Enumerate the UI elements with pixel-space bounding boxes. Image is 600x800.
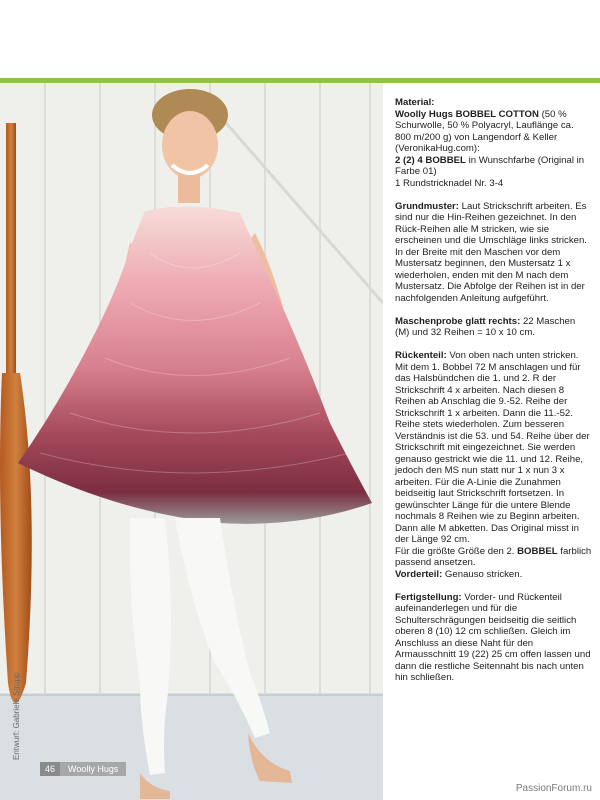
page-folio bbox=[40, 762, 126, 776]
photo-woman-in-knitted-tunic bbox=[0, 83, 383, 800]
photo-illustration bbox=[0, 83, 383, 800]
rueckenteil-extra-rest: farblich passend ansetzen. bbox=[395, 545, 592, 568]
material-quantity bbox=[395, 155, 592, 178]
grundmuster-heading: Grundmuster: bbox=[395, 200, 459, 212]
grundmuster-section bbox=[395, 201, 592, 305]
designer-credit: Entwurf: Gabriele Strupp bbox=[12, 672, 21, 760]
fertigstellung-text: Vorder- und Rückenteil aufeinanderlegen und für die Schulterschrägungen beidseitig die seitlich oberen 8 (10) 12 cm schließen. Gleich im Anschluss an diese Naht für den Armausschnitt 19 (22) 25 cm offen lassen und dann die restliche Seitennaht bis nach unten hin schließen. bbox=[395, 591, 591, 683]
rueckenteil-text: Von oben nach unten stricken. Mit dem 1. Bobbel 72 M anschlagen und für das Halsbündchen die 1. und 2. R der Strickschrift 4 x arbeiten. Nach diesen 8 Reihen ab Anschlag die 9.-52. Reihe der Strickschrift 1 x arbeiten. Dann die 11.-52. Reihe stets wiederholen. Zum besseren Verständnis ist die 53. und 54. Reihe über der Strickschrift mit eingezeichnet. Sie werden genauso gestrickt wie die 11. und 12. Reihe, jedoch den MS nun statt nur 1 x nun 3 x arbeiten. Für die A-Linie die Zunahmen beidseitig laut Strickschrift fortsetzen. In gewünschter Länge für die untere Blende nochmals 8 Reihen wie zu Beginn arbeiten. Dann alle M abketten. Das Original misst in der Länge 92 cm. bbox=[395, 350, 590, 545]
material-heading: Material: bbox=[395, 97, 435, 108]
material-needle: 1 Rundstricknadel Nr. 3-4 bbox=[395, 177, 504, 189]
rueckenteil-extra bbox=[395, 546, 592, 569]
magazine-name: Woolly Hugs bbox=[60, 762, 126, 776]
rueckenteil-heading: Rückenteil: bbox=[395, 350, 447, 361]
rueckenteil-extra-pre: Für die größte Größe den 2. bbox=[395, 545, 518, 557]
vorderteil-section bbox=[395, 569, 592, 581]
vorderteil-heading: Vorderteil: bbox=[395, 568, 443, 580]
material-yarn-detail: (50 % Schurwolle, 50 % Polyacryl, Lauflänge ca. 800 m/200 g) von Langendorf & Keller (VeronikaHug.com): bbox=[395, 108, 574, 154]
instructions-column bbox=[395, 97, 592, 695]
page-number: 46 bbox=[40, 762, 60, 776]
vorderteil-text: Genauso stricken. bbox=[442, 568, 523, 580]
material-yarn-name: Woolly Hugs BOBBEL COTTON bbox=[395, 108, 539, 120]
fertigstellung-heading: Fertigstellung: bbox=[395, 591, 462, 603]
material-section bbox=[395, 97, 592, 189]
fertigstellung-section bbox=[395, 592, 592, 684]
material-quantity-detail: in Wunschfarbe (Original in Farbe 01) bbox=[395, 154, 585, 177]
rueckenteil-extra-bold: BOBBEL bbox=[517, 545, 558, 557]
maschenprobe-text: 22 Maschen (M) und 32 Reihen = 10 x 10 cm. bbox=[395, 315, 576, 338]
grundmuster-text: Laut Strickschrift arbeiten. Es sind nur die Hin-Reihen gezeichnet. In den Rück-Reihen alle M stricken, wie sie erscheinen und die Umschläge links stricken. In der Breite mit den Maschen vor dem Mustersatz beginnen, den Mustersatz 1 x wiederholen, enden mit den M nach dem Mustersatz. Die Abfolge der Reihen ist in der nachfolgenden Anleitung aufgeführt. bbox=[395, 200, 587, 304]
watermark: PassionForum.ru bbox=[515, 783, 592, 794]
rueckenteil-section bbox=[395, 350, 592, 569]
material-yarn bbox=[395, 109, 574, 155]
material-quantity-amount: 2 (2) 4 BOBBEL bbox=[395, 154, 466, 166]
maschenprobe-section bbox=[395, 316, 592, 339]
maschenprobe-heading: Maschenprobe glatt rechts: bbox=[395, 315, 521, 327]
